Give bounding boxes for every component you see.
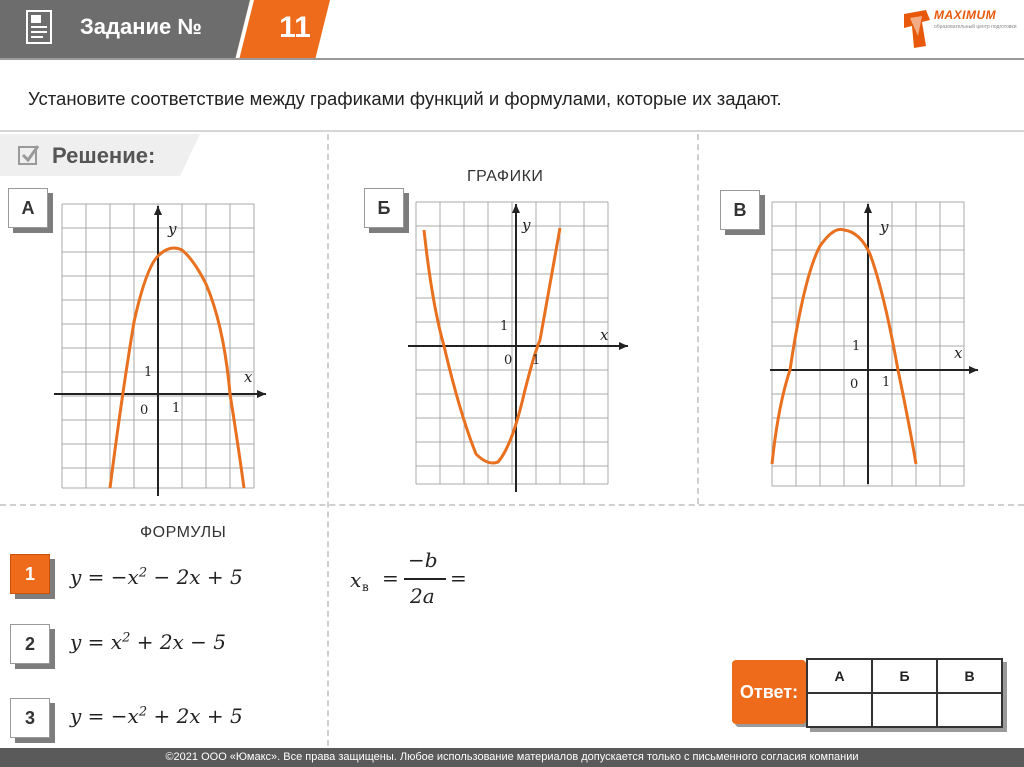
answer-header-a: А bbox=[807, 659, 872, 693]
solution-label: Решение: bbox=[52, 143, 156, 168]
formula-2-number[interactable]: 2 bbox=[10, 624, 50, 664]
header-title: Задание № bbox=[80, 14, 202, 39]
vertex-sub: в bbox=[362, 580, 369, 594]
formula-3-number[interactable]: 3 bbox=[10, 698, 50, 738]
header bbox=[0, 0, 1024, 60]
graph-a bbox=[54, 198, 274, 498]
graph-b bbox=[408, 194, 634, 494]
footer: ©2021 ООО «Юмакс». Все права защищены. Любое использование материалов допускается только с письменного согласия компании bbox=[0, 748, 1024, 767]
task-divider bbox=[0, 130, 1024, 132]
formula-1-rhs: − 2x + 5 bbox=[147, 565, 243, 589]
formula-2-power: 2 bbox=[122, 630, 131, 646]
graph-b-letter: Б bbox=[364, 188, 404, 228]
graph-v-origin: 0 bbox=[850, 377, 859, 392]
document-icon bbox=[26, 10, 54, 46]
formulas-label: ФОРМУЛЫ bbox=[140, 524, 227, 541]
graph-a-curve bbox=[110, 248, 244, 488]
answer-cell-b[interactable] bbox=[872, 693, 937, 727]
formula-1-lhs: y = −x bbox=[70, 565, 139, 589]
graph-v bbox=[764, 196, 984, 490]
answer-label: Ответ: bbox=[732, 660, 806, 724]
vertex-eq: = bbox=[382, 566, 399, 590]
graph-v-letter: В bbox=[720, 190, 760, 230]
formula-3 bbox=[70, 704, 243, 728]
graph-b-tick-y: 1 bbox=[500, 319, 509, 334]
formula-2-lhs: y = x bbox=[70, 630, 123, 654]
answer-header-v: В bbox=[937, 659, 1002, 693]
logo-subtext: образовательный центр подготовки bbox=[934, 24, 1017, 30]
divider-h1 bbox=[0, 504, 1024, 506]
graph-b-origin: 0 bbox=[504, 353, 513, 368]
task-number: 11 bbox=[279, 11, 311, 44]
graphs-label: ГРАФИКИ bbox=[467, 168, 544, 185]
logo-text: MAXIMUM bbox=[934, 8, 997, 22]
graph-b-grid bbox=[416, 202, 608, 484]
graph-b-tick-x: 1 bbox=[532, 353, 541, 368]
formula-3-lhs: y = −x bbox=[70, 704, 139, 728]
graph-v-tick-y: 1 bbox=[852, 339, 861, 354]
checkbox-checked-icon bbox=[18, 144, 40, 166]
vertex-eq2: = bbox=[450, 566, 467, 590]
formula-1 bbox=[70, 565, 243, 589]
graph-b-x-label: x bbox=[600, 326, 609, 344]
vertex-fraction-bar bbox=[404, 578, 446, 580]
answer-header-b: Б bbox=[872, 659, 937, 693]
vertex-formula bbox=[346, 548, 486, 612]
formula-1-power: 2 bbox=[138, 565, 148, 581]
graph-a-origin: 0 bbox=[140, 403, 149, 418]
graph-a-tick-x: 1 bbox=[172, 401, 181, 416]
formula-2-rhs: + 2x − 5 bbox=[130, 630, 227, 654]
vertex-den: 2a bbox=[410, 584, 435, 608]
answer-cell-v[interactable] bbox=[937, 693, 1002, 727]
graph-a-y-label: y bbox=[168, 220, 177, 238]
answer-cell-a[interactable] bbox=[807, 693, 872, 727]
graph-v-y-label: y bbox=[880, 218, 889, 236]
task-text: Установите соответствие между графиками функций и формулами, которые их задают. bbox=[28, 88, 782, 109]
header-divider bbox=[0, 58, 1024, 60]
graph-v-x-label: x bbox=[954, 344, 963, 362]
vertex-num: −b bbox=[408, 548, 438, 572]
graph-a-letter: А bbox=[8, 188, 48, 228]
formula-3-rhs: + 2x + 5 bbox=[147, 704, 243, 728]
graph-v-tick-x: 1 bbox=[882, 375, 891, 390]
formula-2 bbox=[70, 630, 226, 654]
vertex-x: x bbox=[350, 568, 362, 592]
formula-1-number[interactable]: 1 bbox=[10, 554, 50, 594]
graph-a-tick-y: 1 bbox=[144, 365, 153, 380]
formula-3-power: 2 bbox=[138, 704, 148, 720]
graph-b-y-label: y bbox=[522, 216, 531, 234]
graph-a-x-label: x bbox=[244, 368, 253, 386]
answer-table bbox=[806, 658, 1003, 728]
divider-v2 bbox=[697, 134, 699, 504]
divider-v1 bbox=[327, 134, 329, 746]
